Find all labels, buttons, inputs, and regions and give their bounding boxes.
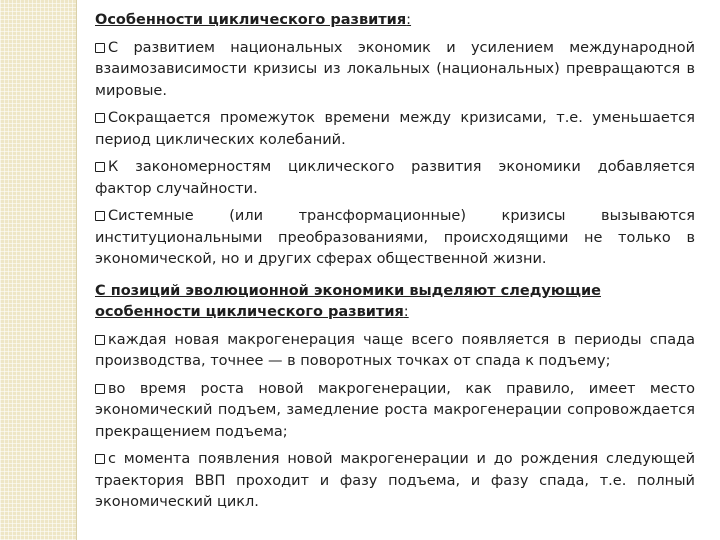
checkbox-square-icon	[95, 454, 105, 464]
list-item	[95, 449, 695, 514]
heading-text: С позиций эволюционной экономики выделяют следующие особенности циклического развития	[95, 282, 601, 320]
section-evolutionary-economics	[95, 281, 695, 514]
checkbox-square-icon	[95, 384, 105, 394]
list-item-text: С развитием национальных экономик и усилением международной взаимозависимости кризисы из локальных (национальных) превращаются в мировые.	[95, 39, 695, 99]
list-item	[95, 108, 695, 151]
list-item-text: каждая новая макрогенерация чаще всего появляется в периоды спада производства, точнее — в поворотных точках от спада к подъему;	[95, 331, 695, 369]
list-item-text: с момента появления новой макрогенерации и до рождения следующей траектория ВВП проходит и фазу подъема, и фазу спада, т.е. полный экономический цикл.	[95, 451, 695, 510]
list-item	[95, 38, 695, 103]
list-item	[95, 330, 695, 373]
list-item	[95, 206, 695, 271]
heading-text: Особенности циклического развития	[95, 12, 407, 28]
side-divider	[76, 0, 77, 540]
slide-content	[95, 10, 695, 514]
list-item-text: во время роста новой макрогенерации, как правило, имеет место экономический подъем, замедление роста макрогенерации сопровождается прекращением подъема;	[95, 380, 695, 440]
section-heading	[95, 10, 695, 32]
checkbox-square-icon	[95, 43, 105, 53]
checkbox-square-icon	[95, 335, 105, 345]
heading-colon: :	[403, 304, 409, 320]
section-heading	[95, 281, 695, 324]
heading-colon: :	[406, 12, 412, 28]
checkbox-square-icon	[95, 113, 105, 123]
checkbox-square-icon	[95, 162, 105, 172]
list-item	[95, 157, 695, 200]
checkbox-square-icon	[95, 211, 105, 221]
decorative-side-pattern	[0, 0, 76, 540]
list-item	[95, 379, 695, 444]
section-cyclical-features	[95, 10, 695, 271]
list-item-text: К закономерностям циклического развития экономики добавляется фактор случайности.	[95, 159, 695, 197]
list-item-text: Сокращается промежуток времени между кризисами, т.е. уменьшается период циклических колебаний.	[95, 110, 695, 148]
list-item-text: Системные (или трансформационные) кризисы вызываются институциональными преобразованиями, происходящими не только в экономической, но и других сферах общественной жизни.	[95, 208, 695, 267]
